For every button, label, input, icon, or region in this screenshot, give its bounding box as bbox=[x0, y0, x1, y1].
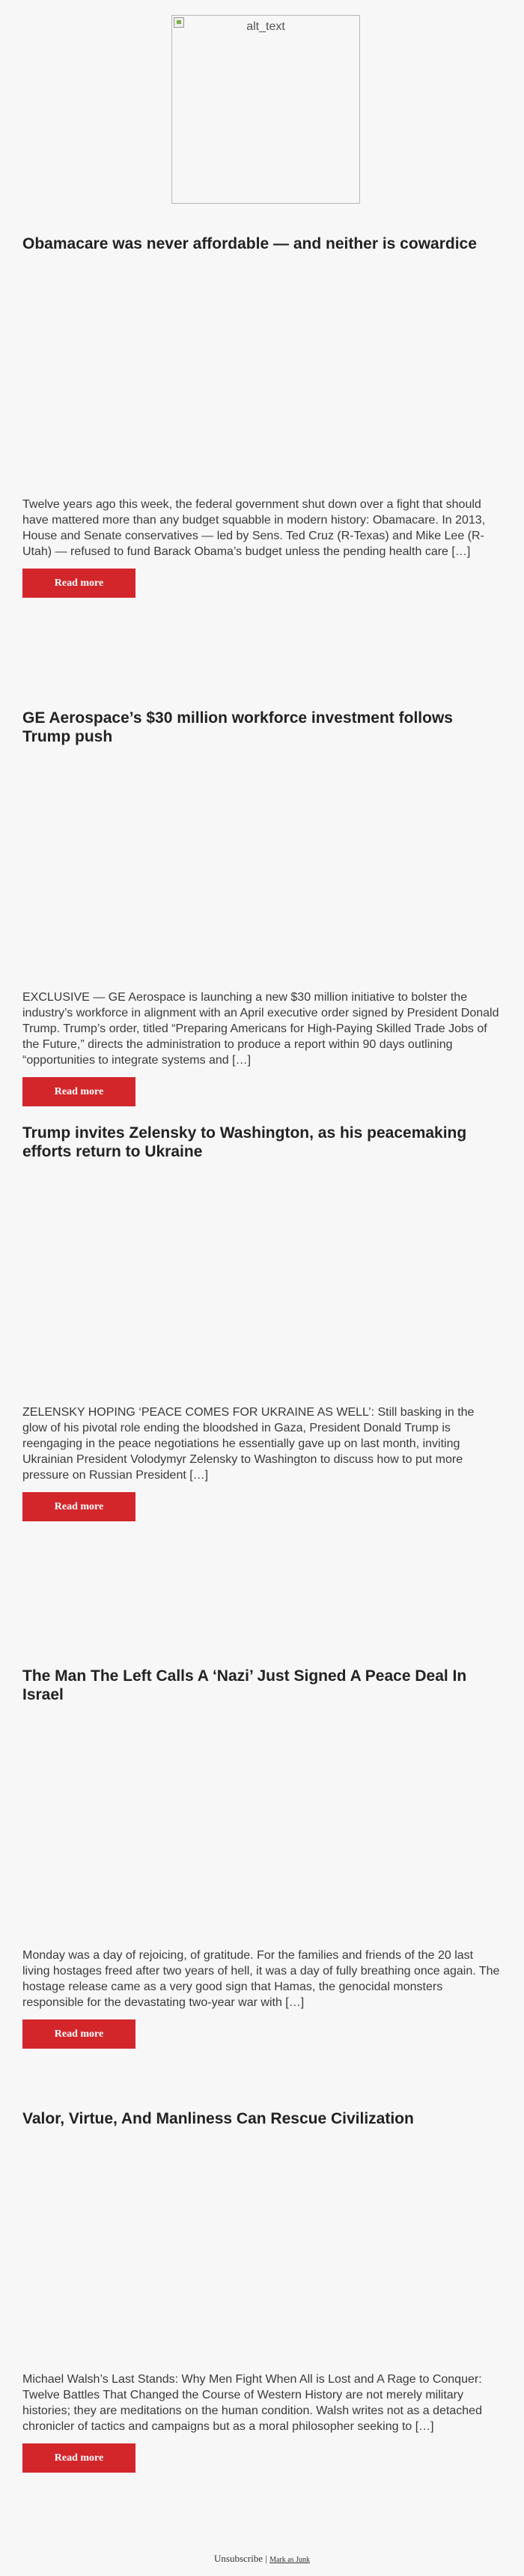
unsubscribe-text: Unsubscribe bbox=[214, 2553, 263, 2564]
article-image bbox=[22, 746, 502, 990]
article-image bbox=[22, 253, 502, 497]
footer bbox=[0, 2553, 524, 2565]
article-image bbox=[22, 2128, 502, 2372]
article-card bbox=[22, 709, 502, 1106]
article-title: GE Aerospace’s $30 million workforce investment follows Trump push bbox=[22, 709, 453, 745]
article-card bbox=[22, 1667, 502, 2049]
read-more-button[interactable]: Read more bbox=[22, 2019, 135, 2049]
article-excerpt: Monday was a day of rejoicing, of gratitude. For the families and friends of the 20 last living hostages freed after two years of hell, it was a day of fully breathing once again. The hostage release came as a very good sign that Hamas, the genocidal monsters responsible for the devastating two-year war with […] bbox=[22, 1949, 500, 2009]
header-image-alt-text: alt_text bbox=[246, 20, 285, 33]
article-image bbox=[22, 1704, 502, 1948]
article-title: Obamacare was never affordable — and neither is cowardice bbox=[22, 235, 477, 252]
header-image bbox=[171, 15, 360, 204]
read-more-button[interactable]: Read more bbox=[22, 2443, 135, 2473]
read-more-button[interactable]: Read more bbox=[22, 1492, 135, 1521]
article-title: Valor, Virtue, And Manliness Can Rescue Civilization bbox=[22, 2110, 414, 2127]
read-more-button[interactable]: Read more bbox=[22, 1077, 135, 1106]
article-excerpt: Twelve years ago this week, the federal government shut down over a fight that should have mattered more than any budget squabble in modern history: Obamacare. In 2013, House and Senate conservatives — led by Sens. Ted Cruz (R-Texas) and Mike Lee (R-Utah) — refused to fund Barack Obama’s budget unless the pending health care […] bbox=[22, 498, 486, 558]
article-title: The Man The Left Calls A ‘Nazi’ Just Signed A Peace Deal In Israel bbox=[22, 1667, 467, 1703]
article-excerpt: Michael Walsh’s Last Stands: Why Men Fight When All is Lost and A Rage to Conquer: Twelve Battles That Changed the Course of Western History are not merely military histories; they are meditations on the human condition. Walsh writes not as a detached chronicler of tactics and campaigns but as a moral philosopher seeking to […] bbox=[22, 2373, 482, 2433]
article-excerpt: ZELENSKY HOPING ‘PEACE COMES FOR UKRAINE AS WELL’: Still basking in the glow of his pivotal role ending the bloodshed in Gaza, President Donald Trump is reengaging in the peace negotiations he essentially gave up on last month, inviting Ukrainian President Volodymyr Zelensky to Washington to discuss how to put more pressure on Russian President […] bbox=[22, 1406, 475, 1482]
article-image bbox=[22, 1161, 502, 1404]
article-excerpt: EXCLUSIVE — GE Aerospace is launching a new $30 million initiative to bolster the industry’s workforce in alignment with an April executive order signed by President Donald Trump. Trump’s order, titled “Preparing Americans for High-Paying Skilled Trade Jobs of the Future,” directs the administration to produce a report within 90 days outlining “opportunities to integrate systems and […] bbox=[22, 991, 499, 1067]
mark-as-junk-link[interactable]: Mark as Junk bbox=[269, 2556, 310, 2564]
article-title: Trump invites Zelensky to Washington, as his peacemaking efforts return to Ukraine bbox=[22, 1124, 467, 1160]
footer-separator: | bbox=[265, 2553, 267, 2564]
read-more-button[interactable]: Read more bbox=[22, 569, 135, 598]
article-card bbox=[22, 2109, 502, 2473]
article-card bbox=[22, 234, 502, 598]
article-card bbox=[22, 1124, 502, 1521]
